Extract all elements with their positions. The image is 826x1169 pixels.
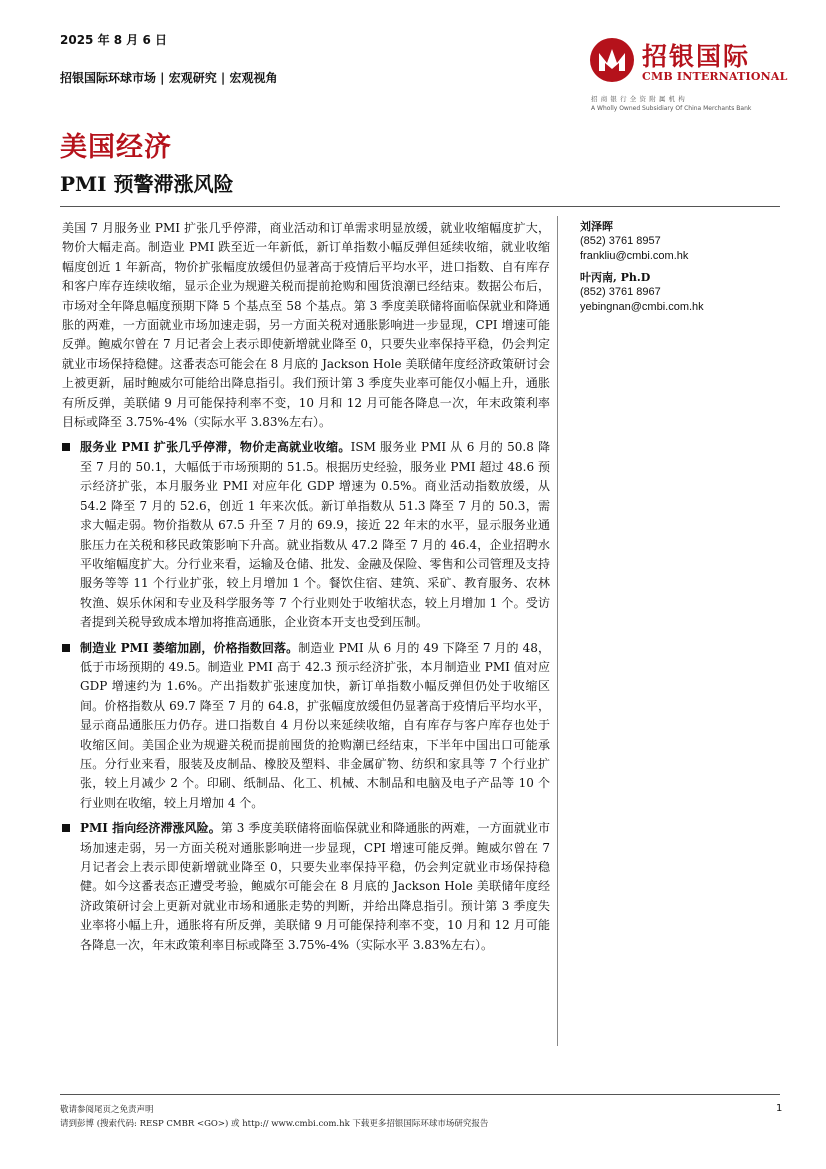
analyst-contact — [580, 219, 780, 264]
square-bullet-icon — [62, 443, 70, 451]
analyst-name: 刘泽晖 — [580, 220, 613, 233]
report-subtitle: PMI 预警滞涨风险 — [60, 172, 234, 196]
footer-divider — [60, 1094, 780, 1095]
intro-paragraph: 美国 7 月服务业 PMI 扩张几乎停滞，商业活动和订单需求明显放缓，就业收缩幅度扩大，物价大幅走高。制造业 PMI 跌至近一年新低，新订单指数小幅反弹但延续收缩，就业收缩幅度创近 1 年新高，物价扩张幅度放缓但仍显著高于疫情后平均水平，进口指数、自有库存和客户库存连续收缩，显示企业为规避关税而提前抢购和囤货浪潮已经结束。数据公布后，市场对全年降息幅度预期下降 5 个基点至 58 个基点。第 3 季度美联储将面临保就业和降通胀的两难，一方面就业市场加速走弱，另一方面关税对通胀影响进一步显现，CPI 增速可能反弹。鲍威尔曾在 7 月记者会上表示即使新增就业降至 0，只要失业率保持平稳，仍会判定就业市场保持稳健。这番表态可能会在 8 月底的 Jackson Hole 美联储年度经济政策研讨会上被更新，届时鲍威尔可能给出降息指引。我们预计第 3 季度失业率可能仅小幅上升，通胀有所反弹，美联储 9 月可能保持利率不变，10 月和 12 月可能各降息一次，年末政策利率目标或降至 3.75%-4%（实际水平 3.83%左右）。 — [62, 221, 550, 430]
bullet-manufacturing-pmi — [62, 639, 550, 814]
bullet-stagflation-risk — [62, 819, 550, 955]
square-bullet-icon — [62, 644, 70, 652]
disclaimer-note: 敬请参阅尾页之免责声明 — [60, 1105, 154, 1115]
bullet-heading: PMI 指向经济滞涨风险。 — [80, 821, 221, 836]
report-date: 2025 年 8 月 6 日 — [60, 33, 167, 47]
page-number: 1 — [776, 1103, 783, 1114]
analyst-name: 叶丙南, Ph.D — [580, 271, 651, 284]
cmbi-logo-icon — [588, 36, 636, 84]
analyst-phone: (852) 3761 8967 — [580, 286, 661, 298]
column-divider — [557, 216, 558, 1046]
bullet-heading: 制造业 PMI 萎缩加剧，价格指数回落。 — [80, 640, 299, 655]
header-divider — [60, 206, 780, 207]
square-bullet-icon — [62, 824, 70, 832]
bullet-services-pmi — [62, 438, 550, 632]
logo-subtitle-en: A Wholly Owned Subsidiary Of China Merchants Bank — [591, 105, 752, 112]
analyst-contacts — [580, 219, 780, 321]
report-title: 美国经济 — [60, 132, 172, 163]
bullet-text: 制造业 PMI 从 6 月的 49 下降至 7 月的 48，低于市场预期的 49.5。制造业 PMI 高于 42.3 预示经济扩张，本月制造业 PMI 值对应 GDP 增速约为 1.6%。产出指数扩张速度加快，新订单指数小幅反弹但仍处于收缩区间。价格指数从 69.7 降至 7 月的 64.8，扩张幅度放缓但仍显著高于疫情后平均水平，显示商品通胀压力仍存。进口指数自 4 月份以来延续收缩，自有库存与客户库存也处于收缩区间。美国企业为规避关税而提前囤货的抢购潮已经结束，下半年中国出口可能承压。分行业来看，服装及皮制品、橡胶及塑料、非金属矿物、纺织和家具等 7 个行业扩张，较上月减少 2 个。印刷、纸制品、化工、机械、木制品和电脑及电子产品等 10 个行业则在收缩，较上月增加 4 个。 — [80, 640, 550, 810]
report-body — [62, 219, 550, 961]
report-series: 招银国际环球市场 | 宏观研究 | 宏观视角 — [60, 71, 278, 85]
page-footer — [60, 1103, 530, 1131]
company-logo — [588, 36, 788, 120]
bullet-text: ISM 服务业 PMI 从 6 月的 50.8 降至 7 月的 50.1，大幅低于市场预期的 51.5。根据历史经验，服务业 PMI 超过 48.6 预示经济扩张，本月服务业 PMI 对应年化 GDP 增速为 0.5%。商业活动指数放缓，从 54.2 降至 7 月的 52.6，创近 1 年来次低。新订单指数从 51.3 降至 7 月的 50.3，需求大幅走弱。物价指数从 67.5 升至 7 月的 69.9，接近 22 年末的水平，显示服务业通胀压力在关税和移民政策影响下升高。就业指数从 47.2 降至 7 月的 46.4，企业招聘水平收缩幅度扩大。分行业来看，运输及仓储、批发、金融及保险、零售和公司管理及支持服务等等 11 个行业扩张，较上月增加 1 个。餐饮住宿、建筑、采矿、教育服务、农林牧渔、娱乐休闲和专业及科学服务等 7 个行业则处于收缩状态，较上月增加 1 个。受访者提到关税导致成本增加将推高通胀，企业资本开支也受到压制。 — [80, 440, 551, 630]
analyst-email[interactable]: yebingnan@cmbi.com.hk — [580, 301, 704, 313]
logo-name-cn: 招银国际 — [642, 42, 751, 71]
bullet-text: 第 3 季度美联储将面临保就业和降通胀的两难，一方面就业市场加速走弱，另一方面关税对通胀影响进一步显现，CPI 增速可能反弹。鲍威尔曾在 7 月记者会上表示即使新增就业降至 0，只要失业率保持平稳，仍会判定就业市场保持稳健。如今这番表态正遭受考验，鲍威尔可能会在 8 月底的 Jackson Hole 美联储年度经济政策研讨会上更新对就业市场和通胀走势的判断，并给出降息指引。预计第 3 季度失业率将小幅上升，通胀将有所反弹，美联储 9 月可能保持利率不变，10 月和 12 月可能各降息一次，年末政策利率目标或降至 3.75%-4%（实际水平 3.83%左右）。 — [80, 821, 550, 952]
bullet-heading: 服务业 PMI 扩张几乎停滞，物价走高就业收缩。 — [80, 440, 351, 455]
logo-name-en: CMB INTERNATIONAL — [642, 70, 788, 83]
analyst-contact — [580, 270, 780, 315]
analyst-email[interactable]: frankliu@cmbi.com.hk — [580, 250, 689, 262]
download-note[interactable]: 请到彭博 (搜索代码: RESP CMBR <GO>) 或 http:// www.cmbi.com.hk 下载更多招银国际环球市场研究报告 — [60, 1119, 489, 1129]
analyst-phone: (852) 3761 8957 — [580, 235, 661, 247]
logo-subtitle-cn: 招商银行全资附属机构 — [591, 95, 688, 103]
